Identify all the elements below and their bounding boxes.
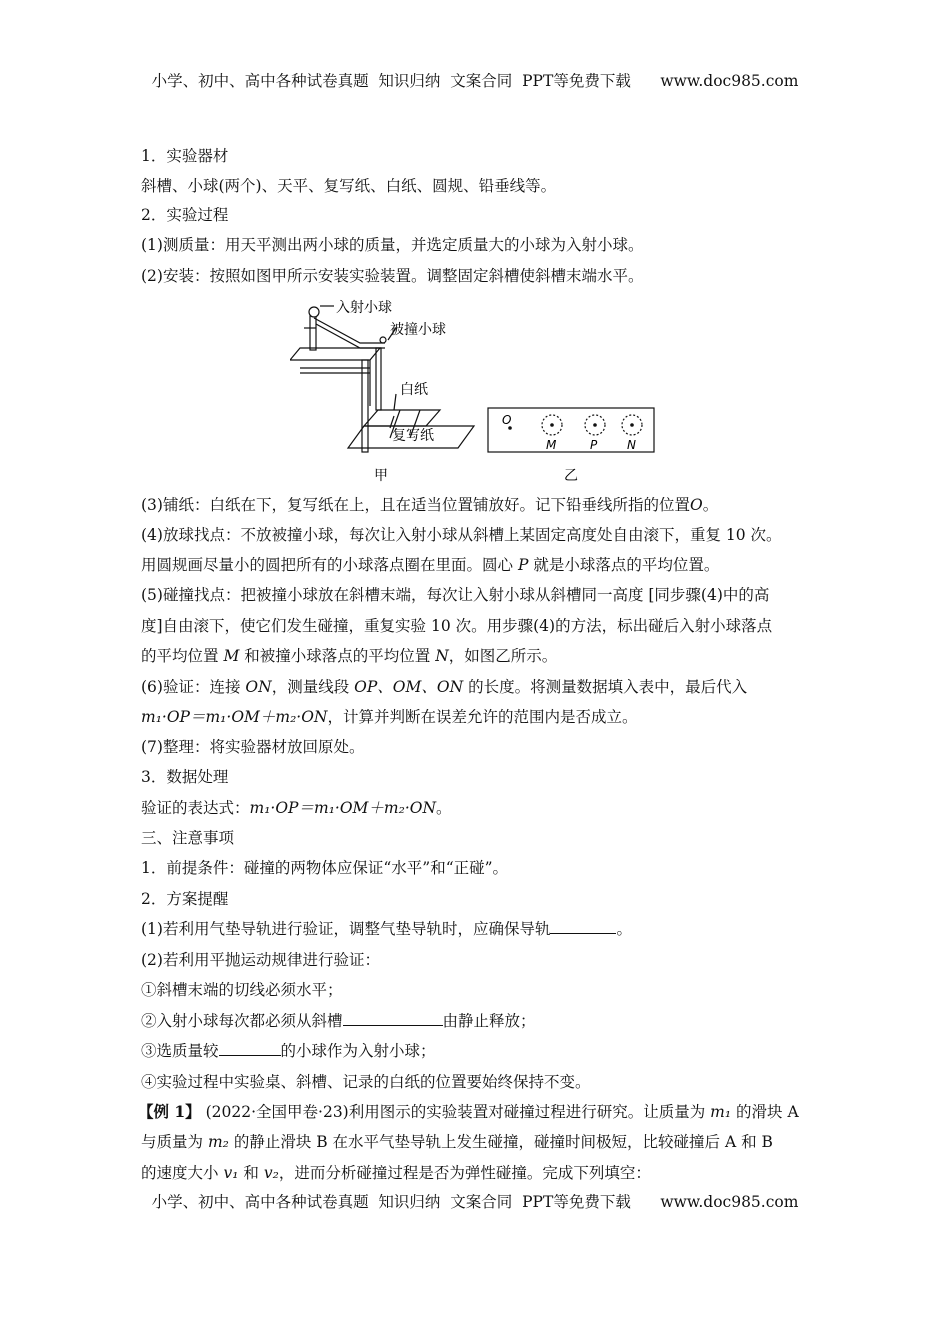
step-7: (7)整理：将实验器材放回原处。	[141, 738, 365, 756]
example-tag: 【例 1】	[138, 1102, 201, 1121]
step-4-line1: (4)放球找点：不放被撞小球，每次让入射小球从斜槽上某固定高度处自由滚下，重复 10 次。	[141, 526, 782, 544]
label-incident-ball: 入射小球	[336, 300, 392, 316]
point-M: M	[546, 438, 557, 452]
point-O: O	[502, 413, 512, 427]
note-2: 2．方案提醒	[141, 890, 229, 908]
step-4-line2: 用圆规画尽量小的圆把所有的小球落点圈在里面。圆心 P 就是小球落点的平均位置。	[141, 556, 720, 574]
condition-1: ①斜槽末端的切线必须水平；	[141, 981, 343, 999]
blank-3[interactable]	[219, 1041, 281, 1056]
blank-1[interactable]	[550, 919, 616, 934]
verification-expression: 验证的表达式：m₁·OP＝m₁·OM＋m₂·ON。	[141, 799, 452, 817]
label-carbon-paper: 复写纸	[392, 428, 434, 444]
section-title-notes: 三、注意事项	[141, 829, 235, 847]
example-line3: 的速度大小 v₁ 和 v₂，进而分析碰撞过程是否为弹性碰撞。完成下列填空：	[141, 1164, 651, 1182]
example-line1: 【例 1】 (2022·全国甲卷·23)利用图示的实验装置对碰撞过程进行研究。让质量为 m₁ 的滑块 A	[138, 1102, 799, 1121]
caption-right: 乙	[564, 468, 578, 484]
point-N: N	[627, 438, 636, 452]
condition-2: ②入射小球每次都必须从斜槽 由静止释放；	[141, 1012, 536, 1030]
label-struck-ball: 被撞小球	[390, 322, 446, 338]
condition-4: ④实验过程中实验桌、斜槽、记录的白纸的位置要始终保持不变。	[141, 1073, 591, 1091]
label-white-paper: 白纸	[400, 382, 428, 398]
point-P: P	[590, 438, 598, 452]
note-1: 1．前提条件：碰撞的两物体应保证“水平”和“正碰”。	[141, 859, 509, 877]
equipment-list: 斜槽、小球(两个)、天平、复写纸、白纸、圆规、铅垂线等。	[141, 177, 557, 195]
step-3: (3)铺纸：白纸在下，复写纸在上，且在适当位置铺放好。记下铅垂线所指的位置O。	[141, 496, 719, 514]
step-2: (2)安装：按照如图甲所示安装实验装置。调整固定斜槽使斜槽末端水平。	[141, 267, 644, 285]
page-header: 小学、初中、高中各种试卷真题 知识归纳 文案合同 PPT等免费下载 www.doc985.com	[151, 72, 799, 90]
example-line2: 与质量为 m₂ 的静止滑块 B 在水平气垫导轨上发生碰撞，碰撞时间极短，比较碰撞后 A 和 B	[141, 1133, 773, 1151]
note-2-1: (1)若利用气垫导轨进行验证，调整气垫导轨时，应确保导轨 。	[141, 920, 632, 938]
note-2-2: (2)若利用平抛运动规律进行验证：	[141, 951, 380, 969]
step-5-line2: 度]自由滚下，使它们发生碰撞，重复实验 10 次。用步骤(4)的方法，标出碰后入射小球落点	[141, 617, 773, 635]
caption-left: 甲	[374, 468, 388, 484]
step-6-line1: (6)验证：连接 ON，测量线段 OP、OM、ON 的长度。将测量数据填入表中，最后代入	[141, 678, 748, 696]
step-1: (1)测质量：用天平测出两小球的质量，并选定质量大的小球为入射小球。	[141, 236, 644, 254]
blank-2[interactable]	[343, 1011, 443, 1026]
step-6-line2: m₁·OP＝m₁·OM＋m₂·ON，计算并判断在误差允许的范围内是否成立。	[141, 708, 638, 726]
step-5-line1: (5)碰撞找点：把被撞小球放在斜槽末端，每次让入射小球从斜槽同一高度 [同步骤(4)中的高	[141, 586, 770, 604]
section-title-data: 3．数据处理	[141, 768, 229, 786]
condition-3: ③选质量较 的小球作为入射小球；	[141, 1042, 436, 1060]
apparatus-figure	[290, 298, 690, 488]
section-title-equipment: 1．实验器材	[141, 147, 229, 165]
step-5-line3: 的平均位置 M 和被撞小球落点的平均位置 N，如图乙所示。	[141, 647, 558, 665]
section-title-process: 2．实验过程	[141, 206, 229, 224]
page-footer: 小学、初中、高中各种试卷真题 知识归纳 文案合同 PPT等免费下载 www.doc985.com	[151, 1193, 799, 1211]
